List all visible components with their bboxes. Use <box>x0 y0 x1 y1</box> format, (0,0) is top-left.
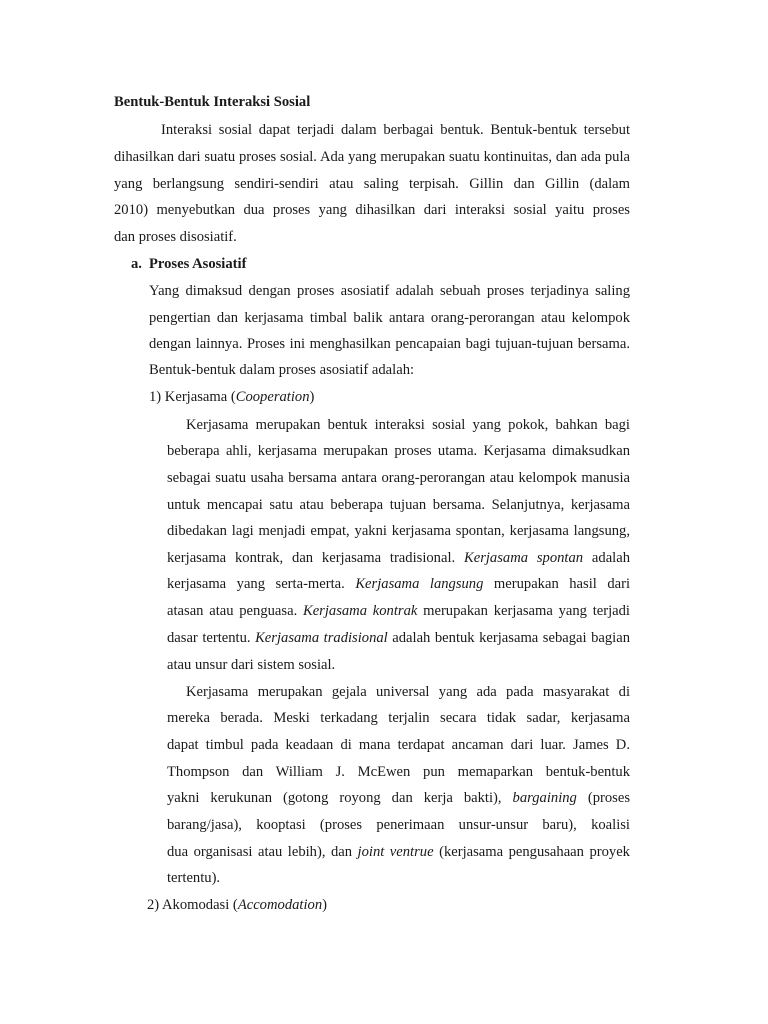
section-a-line-2: pengertian dan kerjasama timbal balik antara orang-perorangan atau kelompok <box>149 310 630 326</box>
item-1-p1-line-2: beberapa ahli, kerjasama merupakan proses utama. Kerjasama dimaksudkan <box>167 443 630 459</box>
item-1-p2-line-2: mereka berada. Meski terkadang terjalin secara tidak sadar, kerjasama <box>167 710 630 726</box>
section-a-title: Proses Asosiatif <box>149 256 247 272</box>
intro-line-5: dan proses disosiatif. <box>114 229 237 245</box>
section-heading: Bentuk-Bentuk Interaksi Sosial <box>114 94 311 110</box>
intro-line-1: Interaksi sosial dapat terjadi dalam berbagai bentuk. Bentuk-bentuk tersebut <box>161 122 630 138</box>
item-1-p2-line-8: tertentu). <box>167 870 221 886</box>
intro-line-3: yang berlangsung sendiri-sendiri atau saling terpisah. Gillin dan Gillin (dalam <box>114 176 630 192</box>
item-1-p1-line-3: sebagai suatu usaha bersama antara orang-perorangan atau kelompok manusia <box>167 470 630 486</box>
item-1-p1-line-5: dibedakan lagi menjadi empat, yakni kerjasama spontan, kerjasama langsung, <box>167 523 630 539</box>
item-1-p1-line-4: untuk mencapai satu atau beberapa tujuan bersama. Selanjutnya, kerjasama <box>167 497 630 513</box>
item-1-p1-line-7: kerjasama yang serta-merta. Kerjasama langsung merupakan hasil dari <box>167 576 630 592</box>
item-1-p2-line-7: dua organisasi atau lebih), dan joint ventrue (kerjasama pengusahaan proyek <box>167 844 630 860</box>
item-1-p2-line-6: barang/jasa), kooptasi (proses penerimaan unsur-unsur baru), koalisi <box>167 817 630 833</box>
item-1-p2-line-5: yakni kerukunan (gotong royong dan kerja bakti), bargaining (proses <box>167 790 630 806</box>
item-1-p2-line-4: Thompson dan William J. McEwen pun memaparkan bentuk-bentuk <box>167 764 630 780</box>
item-1-p1-line-6: kerjasama kontrak, dan kerjasama tradisional. Kerjasama spontan adalah <box>167 550 630 566</box>
item-1-p2-line-3: dapat timbul pada keadaan di mana terdapat ancaman dari luar. James D. <box>167 737 630 753</box>
section-a-marker: a. <box>131 256 142 272</box>
section-a-line-4: Bentuk-bentuk dalam proses asosiatif adalah: <box>149 362 415 378</box>
item-1-label: 1) Kerjasama (Cooperation) <box>149 389 315 405</box>
item-1-p1-line-1: Kerjasama merupakan bentuk interaksi sosial yang pokok, bahkan bagi <box>186 417 630 433</box>
item-1-p1-line-8: atasan atau penguasa. Kerjasama kontrak merupakan kerjasama yang terjadi <box>167 603 630 619</box>
item-1-p1-line-9: dasar tertentu. Kerjasama tradisional adalah bentuk kerjasama sebagai bagian <box>167 630 630 646</box>
intro-line-2: dihasilkan dari suatu proses sosial. Ada yang merupakan suatu kontinuitas, dan ada pula <box>114 149 630 165</box>
item-1-p2-line-1: Kerjasama merupakan gejala universal yang ada pada masyarakat di <box>186 684 630 700</box>
section-a-line-1: Yang dimaksud dengan proses asosiatif adalah sebuah proses terjadinya saling <box>149 283 630 299</box>
item-2-label: 2) Akomodasi (Accomodation) <box>147 897 327 913</box>
intro-line-4: 2010) menyebutkan dua proses yang dihasilkan dari interaksi sosial yaitu proses <box>114 202 630 218</box>
section-a-line-3: dengan lainnya. Proses ini menghasilkan pencapaian bagi tujuan-tujuan bersama. <box>149 336 630 352</box>
item-1-p1-line-10: atau unsur dari sistem sosial. <box>167 657 336 673</box>
